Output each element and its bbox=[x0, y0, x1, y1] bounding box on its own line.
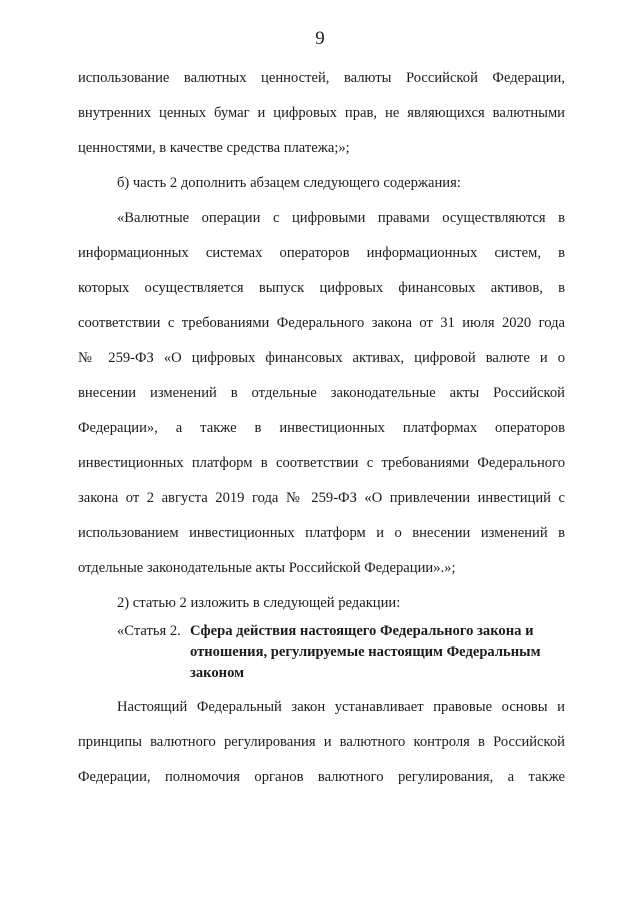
text-line: отдельные законодательные акты Российской Федерации».»; bbox=[78, 560, 456, 576]
text-line: использованием инвестиционных платформ и о внесении изменений в bbox=[78, 525, 565, 541]
text-line: 2) статью 2 изложить в следующей редакции: bbox=[117, 595, 401, 611]
article-heading-title-line: отношения, регулируемые настоящим Федеральным bbox=[190, 644, 541, 660]
article-heading-title-line: Сфера действия настоящего Федерального закона и bbox=[190, 623, 534, 639]
article-heading-title-line: законом bbox=[190, 665, 245, 681]
document-body bbox=[78, 61, 565, 795]
text-line: б) часть 2 дополнить абзацем следующего содержания: bbox=[117, 175, 461, 191]
text-line: соответствии с требованиями Федерального закона от 31 июля 2020 года bbox=[78, 315, 565, 331]
text-line: Настоящий Федеральный закон устанавливает правовые основы и bbox=[117, 699, 565, 715]
text-line: информационных системах операторов информационных систем, в bbox=[78, 245, 565, 261]
paragraph bbox=[78, 201, 565, 586]
text-line: внутренних ценных бумаг и цифровых прав, не являющихся валютными bbox=[78, 105, 565, 121]
text-line: внесении изменений в отдельные законодательные акты Российской bbox=[78, 385, 565, 401]
article-heading bbox=[78, 621, 565, 684]
text-line: принципы валютного регулирования и валютного контроля в Российской bbox=[78, 734, 565, 750]
text-line: которых осуществляется выпуск цифровых финансовых активов, в bbox=[78, 280, 565, 296]
paragraph bbox=[78, 61, 565, 166]
paragraph bbox=[78, 166, 565, 201]
paragraph bbox=[78, 690, 565, 795]
page-number: 9 bbox=[315, 28, 325, 49]
text-line: ценностями, в качестве средства платежа;»; bbox=[78, 140, 350, 156]
text-line: Федерации, полномочия органов валютного регулирования, а также bbox=[78, 769, 565, 785]
text-line: закона от 2 августа 2019 года № 259-ФЗ «О привлечении инвестиций с bbox=[78, 490, 565, 506]
article-heading-title bbox=[190, 621, 565, 684]
text-line: Федерации», а также в инвестиционных платформах операторов bbox=[78, 420, 565, 436]
text-line: использование валютных ценностей, валюты Российской Федерации, bbox=[78, 70, 565, 86]
text-line: № 259-ФЗ «О цифровых финансовых активах, цифровой валюте и о bbox=[78, 350, 565, 366]
article-heading-label: «Статья 2. bbox=[117, 623, 181, 639]
paragraph bbox=[78, 586, 565, 621]
text-line: «Валютные операции с цифровыми правами осуществляются в bbox=[117, 210, 565, 226]
text-line: инвестиционных платформ в соответствии с требованиями Федерального bbox=[78, 455, 565, 471]
